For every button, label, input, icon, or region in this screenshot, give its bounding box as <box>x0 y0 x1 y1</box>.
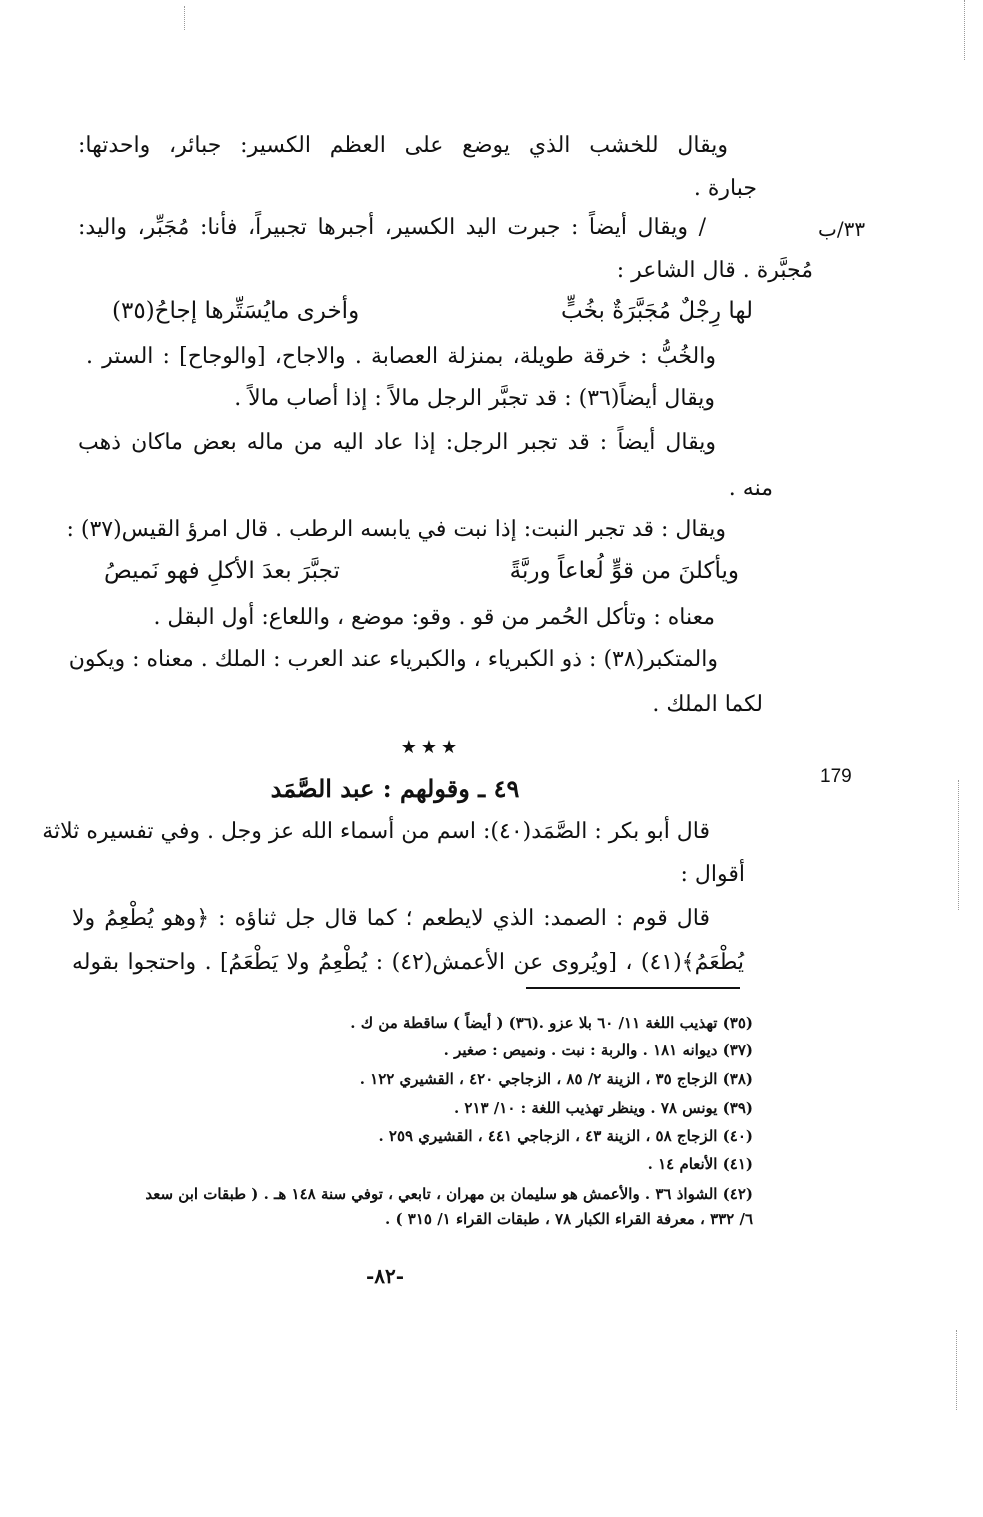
text-line-16: أقوال : <box>680 862 745 887</box>
footnote-37: (٣٧) ديوانه ١٨١ . والربة : نبت . ونميص : صغير . <box>443 1041 753 1059</box>
section-separator-stars: ★★★ <box>400 737 462 758</box>
scan-edge-top-right <box>964 0 965 60</box>
verse-2-second-hemistich: تجبَّرَ بعدَ الأكلِ فهو نَميصُ <box>104 558 340 584</box>
text-line-18: يُطْعَمُ﴾(٤١) ، [ويُروى عن الأعمش(٤٢) : يُطْعِمُ ولا يَطْعَمُ] . واحتجوا بقوله <box>72 950 744 975</box>
text-line-1: ويقال للخشب الذي يوضع على العظم الكسير: جبائر، واحدتها: <box>78 133 728 158</box>
scan-edge-bottom-right <box>956 1330 957 1410</box>
page-number: -٨٢- <box>365 1264 405 1288</box>
footnote-38: (٣٨) الزجاج ٣٥ ، الزينة ٢/ ٨٥ ، الزجاجي ٤٢٠ ، القشيري ١٢٢ . <box>359 1070 753 1088</box>
footnote-separator <box>526 987 740 989</box>
text-line-3: / ويقال أيضاً : جبرت اليد الكسير، أجبرها تجبيراً، فأنا: مُجَبِّر، واليد: <box>78 215 706 240</box>
footnote-42-line-1: (٤٢) الشواذ ٣٦ . والأعمش هو سليمان بن مهران ، تابعي ، توفي سنة ١٤٨ هـ . ( طبقات ابن سعد <box>145 1185 753 1203</box>
text-line-6: والخُبُّ : خرقة طويلة، بمنزلة العصابة . والاجاح، [والوجاح] : الستر . <box>86 344 716 369</box>
text-line-9: منه . <box>728 476 773 501</box>
text-line-14: لكما الملك . <box>652 692 763 717</box>
scan-edge-middle-right <box>958 780 959 910</box>
text-line-13: والمتكبر(٣٨) : ذو الكبرياء ، والكبرياء عند العرب : الملك . معناه : ويكون <box>68 647 718 672</box>
text-line-12: معناه : وتأكل الحُمر من قو . وقو: موضع ، واللعاع: أول البقل . <box>153 605 715 630</box>
verse-1-second-hemistich: وأخرى مايُسَتِّرها إجاحُ(٣٥) <box>112 298 360 324</box>
footnote-40: (٤٠) الزجاج ٥٨ ، الزينة ٤٣ ، الزجاجي ٤٤١ ، القشيري ٢٥٩ . <box>378 1127 753 1145</box>
text-line-10: ويقال : قد تجبر النبت: إذا نبت في يابسه الرطب . قال امرؤ القيس(٣٧) : <box>66 517 726 542</box>
footnote-39: (٣٩) يونس ٧٨ . وينظر تهذيب اللغة : ١٠/ ٢١٣ . <box>453 1099 753 1117</box>
text-line-15: قال أبو بكر : الصَّمَد(٤٠): اسم من أسماء الله عز وجل . وفي تفسيره ثلاثة <box>42 819 710 844</box>
footnote-42-line-2: ٦/ ٣٣٢ ، معرفة القراء الكبار ٧٨ ، طبقات القراء ١/ ٣١٥ ) . <box>385 1210 753 1228</box>
verse-2-first-hemistich: ويأكلنَ من قوٍّ لُعاعاً وربَّةً <box>509 558 739 584</box>
text-line-8: ويقال أيضاً : قد تجبر الرجل: إذا عاد اليه من ماله بعض ماكان ذهب <box>78 430 716 455</box>
footnote-36: (٣٦) ( أيضاً ) ساقطة من ك . <box>350 1014 539 1032</box>
scan-mark-top <box>184 6 185 30</box>
text-line-4: مُجبَّرة . قال الشاعر : <box>616 258 813 283</box>
margin-folio-mark: ٣٣/ب <box>818 217 866 241</box>
text-line-2: جبارة . <box>693 176 757 201</box>
verse-1-first-hemistich: لها رِجْلٌ مُجَبَّرَةٌ بخُبٍّ <box>561 298 753 324</box>
text-line-7: ويقال أيضاً(٣٦) : قد تجبَّر الرجل مالاً : إذا أصاب مالاً . <box>234 386 715 411</box>
footnote-41: (٤١) الأنعام ١٤ . <box>647 1155 753 1173</box>
section-heading: ٤٩ ـ وقولهم : عبد الصَّمَد <box>270 774 520 803</box>
text-line-17: قال قوم : الصمد: الذي لايطعم ؛ كما قال جل ثناؤه : ﴿وهو يُطْعِمُ ولا <box>72 906 710 931</box>
margin-number: 179 <box>820 766 852 787</box>
footnote-35: (٣٥) تهذيب اللغة ١١/ ٦٠ بلا عزو . <box>538 1014 753 1032</box>
